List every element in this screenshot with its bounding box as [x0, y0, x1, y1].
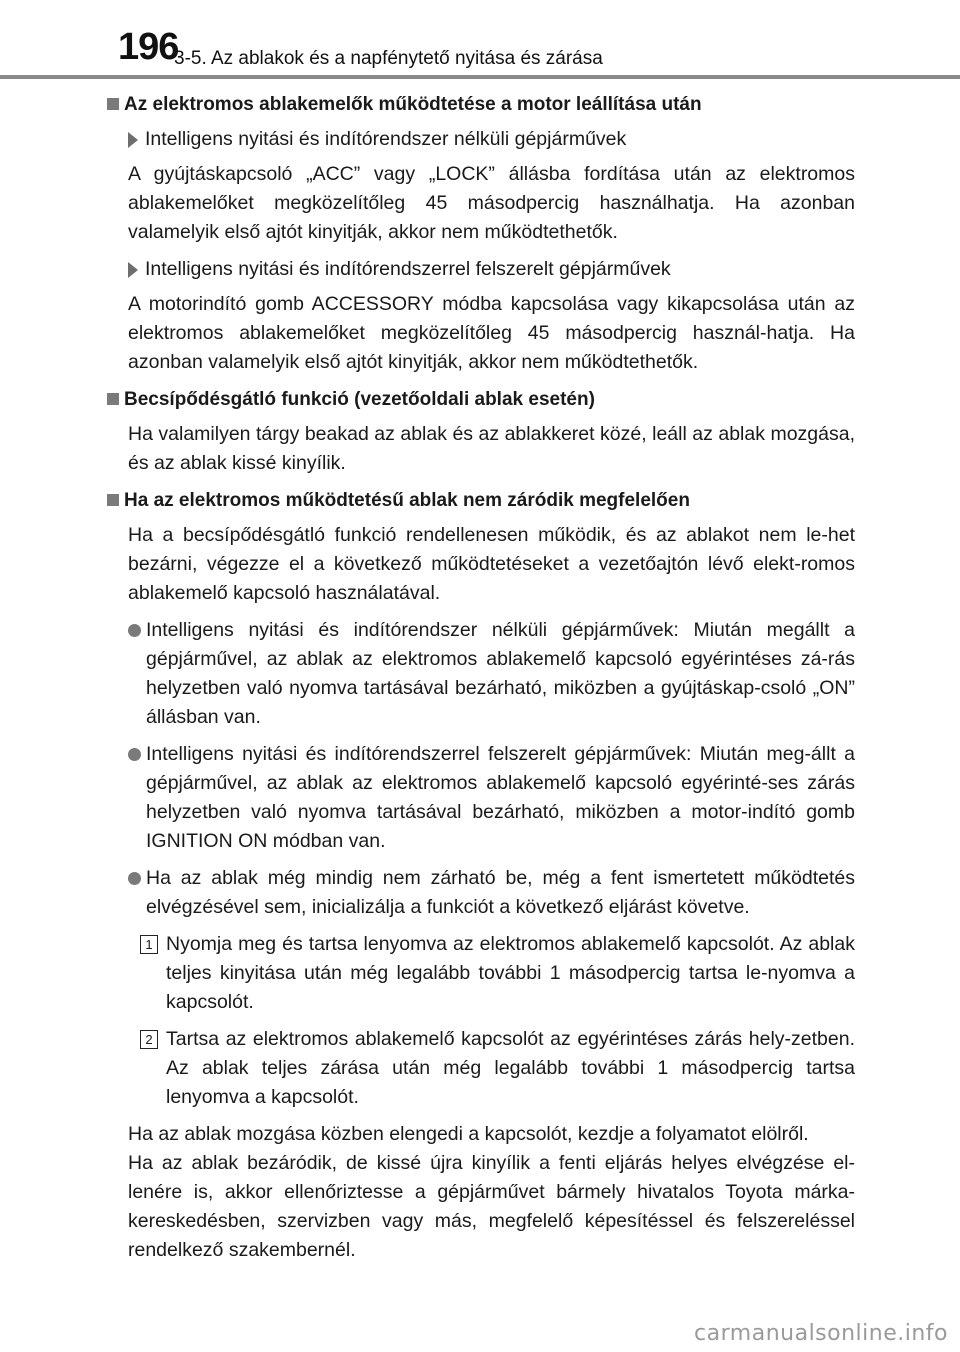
paragraph: A gyújtáskapcsoló „ACC” vagy „LOCK” állásba fordítása után az elektromos ablakemelőket megközelítőleg 45 másodpercig használhatja. Ha azonban valamelyik első ajtót kinyitják, akkor nem működtethetők.	[128, 163, 855, 243]
step-item	[107, 930, 855, 1017]
square-bullet-icon	[107, 393, 119, 405]
paragraph: A motorindító gomb ACCESSORY módba kapcsolása vagy kikapcsolása után az elektromos ablakemelőket megközelítőleg 45 másodpercig használ-hatja. Ha azonban valamelyik első ajtót kinyitják, akkor nem működtethetők.	[128, 293, 855, 373]
bullet-item	[107, 616, 855, 732]
square-bullet-icon	[107, 98, 119, 110]
section-heading-power-windows-after-engine-off	[107, 90, 855, 119]
step-text: Nyomja meg és tartsa lenyomva az elektromos ablakemelő kapcsolót. Az ablak teljes kinyitása után még legalább további 1 másodpercig tartsa le-nyomva a kapcsolót.	[166, 933, 855, 1013]
heading-text: Ha az elektromos működtetésű ablak nem záródik megfelelően	[124, 490, 690, 511]
triangle-arrow-icon	[128, 262, 138, 278]
watermark: carmanualsonline.info	[694, 1321, 948, 1346]
subheading-text: Intelligens nyitási és indítórendszer nélküli gépjárművek	[145, 128, 627, 150]
page-number: 196	[118, 26, 179, 68]
step-text: Tartsa az elektromos ablakemelő kapcsolót az egyérintéses zárás hely-zetben. Az ablak teljes zárása után még legalább további 1 másodpercig tartsa lenyomva a kapcsolót.	[166, 1028, 855, 1108]
subheading-text: Intelligens nyitási és indítórendszerrel felszerelt gépjárművek	[145, 258, 671, 280]
heading-text: Az elektromos ablakemelők működtetése a motor leállítása után	[124, 94, 702, 115]
paragraph: Ha a becsípődésgátló funkció rendellenesen működik, és az ablakot nem le-het bezárni, végezze el a következő működtetéseket a vezetőajtón lévő elekt-romos ablakemelő kapcsoló használatával.	[128, 524, 855, 604]
step-number-box: 2	[140, 1030, 158, 1049]
page-header	[0, 0, 960, 80]
bullet-text: Intelligens nyitási és indítórendszerrel felszerelt gépjárművek: Miután meg-állt a gépjárművel, az ablak az elektromos ablakemelő kapcsoló egyérinté-ses zárás helyzetben való nyomva tartásával bezárható, miközben a motor-indító gomb IGNITION ON módban van.	[146, 743, 855, 852]
step-item	[107, 1025, 855, 1112]
section-heading-jam-protection	[107, 385, 855, 414]
heading-text: Becsípődésgátló funkció (vezetőoldali ablak esetén)	[124, 389, 595, 410]
section-heading-window-not-closing	[107, 486, 855, 515]
chapter-title: 3-5. Az ablakok és a napfénytető nyitása és zárása	[174, 48, 603, 69]
bullet-item	[107, 864, 855, 922]
round-bullet-icon	[128, 624, 141, 637]
paragraph: Ha az ablak bezáródik, de kissé újra kinyílik a fenti eljárás helyes elvégzése el-lenére is, akkor ellenőriztesse a gépjárművet bármely hivatalos Toyota márka-kereskedésben, szervizben vagy más, megfelelő képesítéssel és felszereléssel rendelkező szakembernél.	[128, 1152, 855, 1261]
triangle-arrow-icon	[128, 132, 138, 148]
square-bullet-icon	[107, 494, 119, 506]
paragraph: Ha valamilyen tárgy beakad az ablak és az ablakkeret közé, leáll az ablak mozgása, és az ablak kissé kinyílik.	[128, 423, 855, 474]
bullet-text: Ha az ablak még mindig nem zárható be, még a fent ismertetett működtetés elvégzésével sem, inicializálja a funkciót a következő eljárást követve.	[146, 867, 855, 918]
paragraph: Ha az ablak mozgása közben elengedi a kapcsolót, kezdje a folyamatot elölről.	[128, 1123, 809, 1145]
subheading-without-smart-key	[107, 125, 855, 154]
subheading-with-smart-key	[107, 255, 855, 284]
page-content	[107, 90, 855, 1273]
bullet-text: Intelligens nyitási és indítórendszer nélküli gépjárművek: Miután megállt a gépjárművel, az ablak az elektromos ablakemelő kapcsoló egyérintéses zá-rás helyzetben való nyomva tartásával bezárható, miközben a gyújtáskap-csoló „ON” állásban van.	[146, 619, 855, 728]
step-number-box: 1	[140, 935, 158, 954]
bullet-item	[107, 740, 855, 856]
header-divider	[0, 75, 960, 79]
round-bullet-icon	[128, 748, 141, 761]
round-bullet-icon	[128, 872, 141, 885]
